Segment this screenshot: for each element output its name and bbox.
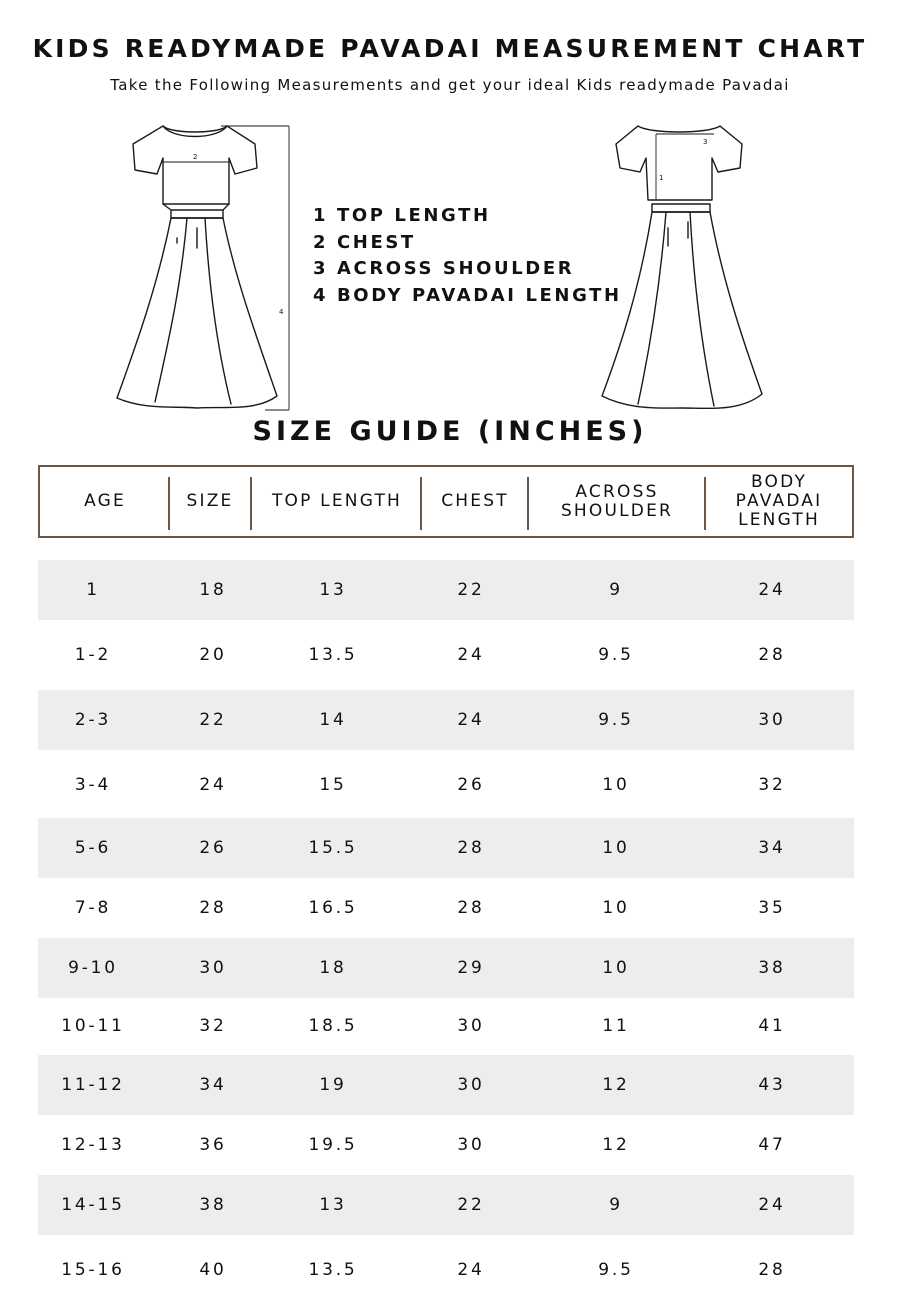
- table-row: [38, 1115, 854, 1175]
- cell-across-shoulder: 11: [602, 1016, 630, 1036]
- cell-size: 34: [199, 1075, 227, 1095]
- legend-item: 1 TOP LENGTH: [313, 205, 491, 226]
- legend-item: 4 BODY PAVADAI LENGTH: [313, 284, 622, 306]
- cell-chest: 28: [457, 898, 485, 918]
- cell-body-length: 24: [758, 580, 786, 600]
- table-row: [38, 938, 854, 998]
- cell-chest: 24: [457, 710, 485, 730]
- table-row: [38, 625, 854, 685]
- table-row: [38, 1055, 854, 1115]
- cell-size: 18: [199, 580, 227, 600]
- table-row: [38, 818, 854, 878]
- cell-top-length: 13.5: [308, 1260, 358, 1280]
- cell-size: 32: [199, 1016, 227, 1036]
- cell-age: 2-3: [74, 710, 112, 730]
- cell-age: 3-4: [74, 775, 112, 795]
- cell-across-shoulder: 9: [609, 580, 623, 600]
- cell-body-length: 30: [758, 710, 786, 730]
- cell-across-shoulder: 10: [602, 958, 630, 978]
- page-subtitle: Take the Following Measurements and get your ideal Kids readymade Pavadai: [110, 76, 790, 94]
- cell-body-length: 38: [758, 958, 786, 978]
- svg-text:4: 4: [279, 308, 284, 316]
- table-row: [38, 878, 854, 938]
- cell-top-length: 13: [319, 1195, 347, 1215]
- cell-across-shoulder: 9: [609, 1195, 623, 1215]
- cell-body-length: 34: [758, 838, 786, 858]
- column-header-body-length: BODY PAVADAI LENGTH: [735, 472, 823, 530]
- column-header-size: SIZE: [186, 491, 234, 511]
- cell-top-length: 15.5: [308, 838, 358, 858]
- cell-age: 9-10: [68, 958, 118, 978]
- size-table-header: [38, 465, 854, 538]
- front-dress-illustration: [105, 118, 305, 413]
- cell-chest: 26: [457, 775, 485, 795]
- column-header-across-shoulder: ACROSS SHOULDER: [560, 481, 674, 521]
- table-row: [38, 1240, 854, 1300]
- svg-text:3: 3: [703, 138, 708, 146]
- cell-top-length: 14: [319, 710, 347, 730]
- cell-age: 7-8: [74, 898, 112, 918]
- cell-chest: 30: [457, 1075, 485, 1095]
- size-guide-title: SIZE GUIDE (INCHES): [252, 416, 648, 447]
- cell-size: 20: [199, 645, 227, 665]
- cell-across-shoulder: 10: [602, 898, 630, 918]
- cell-size: 26: [199, 838, 227, 858]
- table-row: [38, 755, 854, 815]
- cell-size: 38: [199, 1195, 227, 1215]
- cell-age: 12-13: [61, 1135, 125, 1155]
- cell-size: 24: [199, 775, 227, 795]
- cell-chest: 24: [457, 1260, 485, 1280]
- cell-top-length: 18.5: [308, 1016, 358, 1036]
- cell-age: 15-16: [61, 1260, 125, 1280]
- cell-body-length: 47: [758, 1135, 786, 1155]
- cell-top-length: 19: [319, 1075, 347, 1095]
- cell-across-shoulder: 9.5: [598, 1260, 634, 1280]
- cell-size: 36: [199, 1135, 227, 1155]
- cell-size: 28: [199, 898, 227, 918]
- cell-top-length: 15: [319, 775, 347, 795]
- cell-age: 11-12: [61, 1075, 125, 1095]
- cell-across-shoulder: 10: [602, 775, 630, 795]
- cell-top-length: 13: [319, 580, 347, 600]
- cell-body-length: 35: [758, 898, 786, 918]
- table-row: [38, 560, 854, 620]
- cell-across-shoulder: 9.5: [598, 645, 634, 665]
- cell-body-length: 32: [758, 775, 786, 795]
- table-row: [38, 690, 854, 750]
- cell-body-length: 28: [758, 645, 786, 665]
- cell-across-shoulder: 12: [602, 1135, 630, 1155]
- cell-size: 22: [199, 710, 227, 730]
- cell-age: 14-15: [61, 1195, 125, 1215]
- cell-size: 30: [199, 958, 227, 978]
- cell-across-shoulder: 10: [602, 838, 630, 858]
- column-header-chest: CHEST: [441, 491, 509, 511]
- cell-body-length: 24: [758, 1195, 786, 1215]
- cell-chest: 29: [457, 958, 485, 978]
- page-title: KIDS READYMADE PAVADAI MEASUREMENT CHART: [32, 34, 868, 63]
- cell-age: 5-6: [74, 838, 112, 858]
- legend-item: 2 CHEST: [313, 231, 416, 253]
- cell-chest: 22: [457, 580, 485, 600]
- cell-body-length: 41: [758, 1016, 786, 1036]
- table-row: [38, 996, 854, 1056]
- cell-age: 10-11: [61, 1016, 125, 1036]
- cell-top-length: 18: [319, 958, 347, 978]
- column-header-age: AGE: [84, 491, 126, 511]
- measurement-legend: [313, 203, 622, 309]
- cell-chest: 28: [457, 838, 485, 858]
- back-dress-illustration: [590, 118, 780, 413]
- table-row: [38, 1175, 854, 1235]
- cell-chest: 30: [457, 1016, 485, 1036]
- cell-age: 1-2: [74, 645, 112, 665]
- cell-age: 1: [86, 580, 100, 600]
- cell-body-length: 43: [758, 1075, 786, 1095]
- cell-chest: 30: [457, 1135, 485, 1155]
- cell-top-length: 19.5: [308, 1135, 358, 1155]
- cell-chest: 22: [457, 1195, 485, 1215]
- cell-across-shoulder: 12: [602, 1075, 630, 1095]
- cell-across-shoulder: 9.5: [598, 710, 634, 730]
- cell-body-length: 28: [758, 1260, 786, 1280]
- column-header-top-length: TOP LENGTH: [271, 491, 403, 511]
- svg-text:1: 1: [659, 174, 664, 182]
- cell-size: 40: [199, 1260, 227, 1280]
- svg-text:2: 2: [193, 153, 198, 161]
- cell-chest: 24: [457, 645, 485, 665]
- legend-item: 3 ACROSS SHOULDER: [313, 258, 575, 279]
- cell-top-length: 13.5: [308, 645, 358, 665]
- cell-top-length: 16.5: [308, 898, 358, 918]
